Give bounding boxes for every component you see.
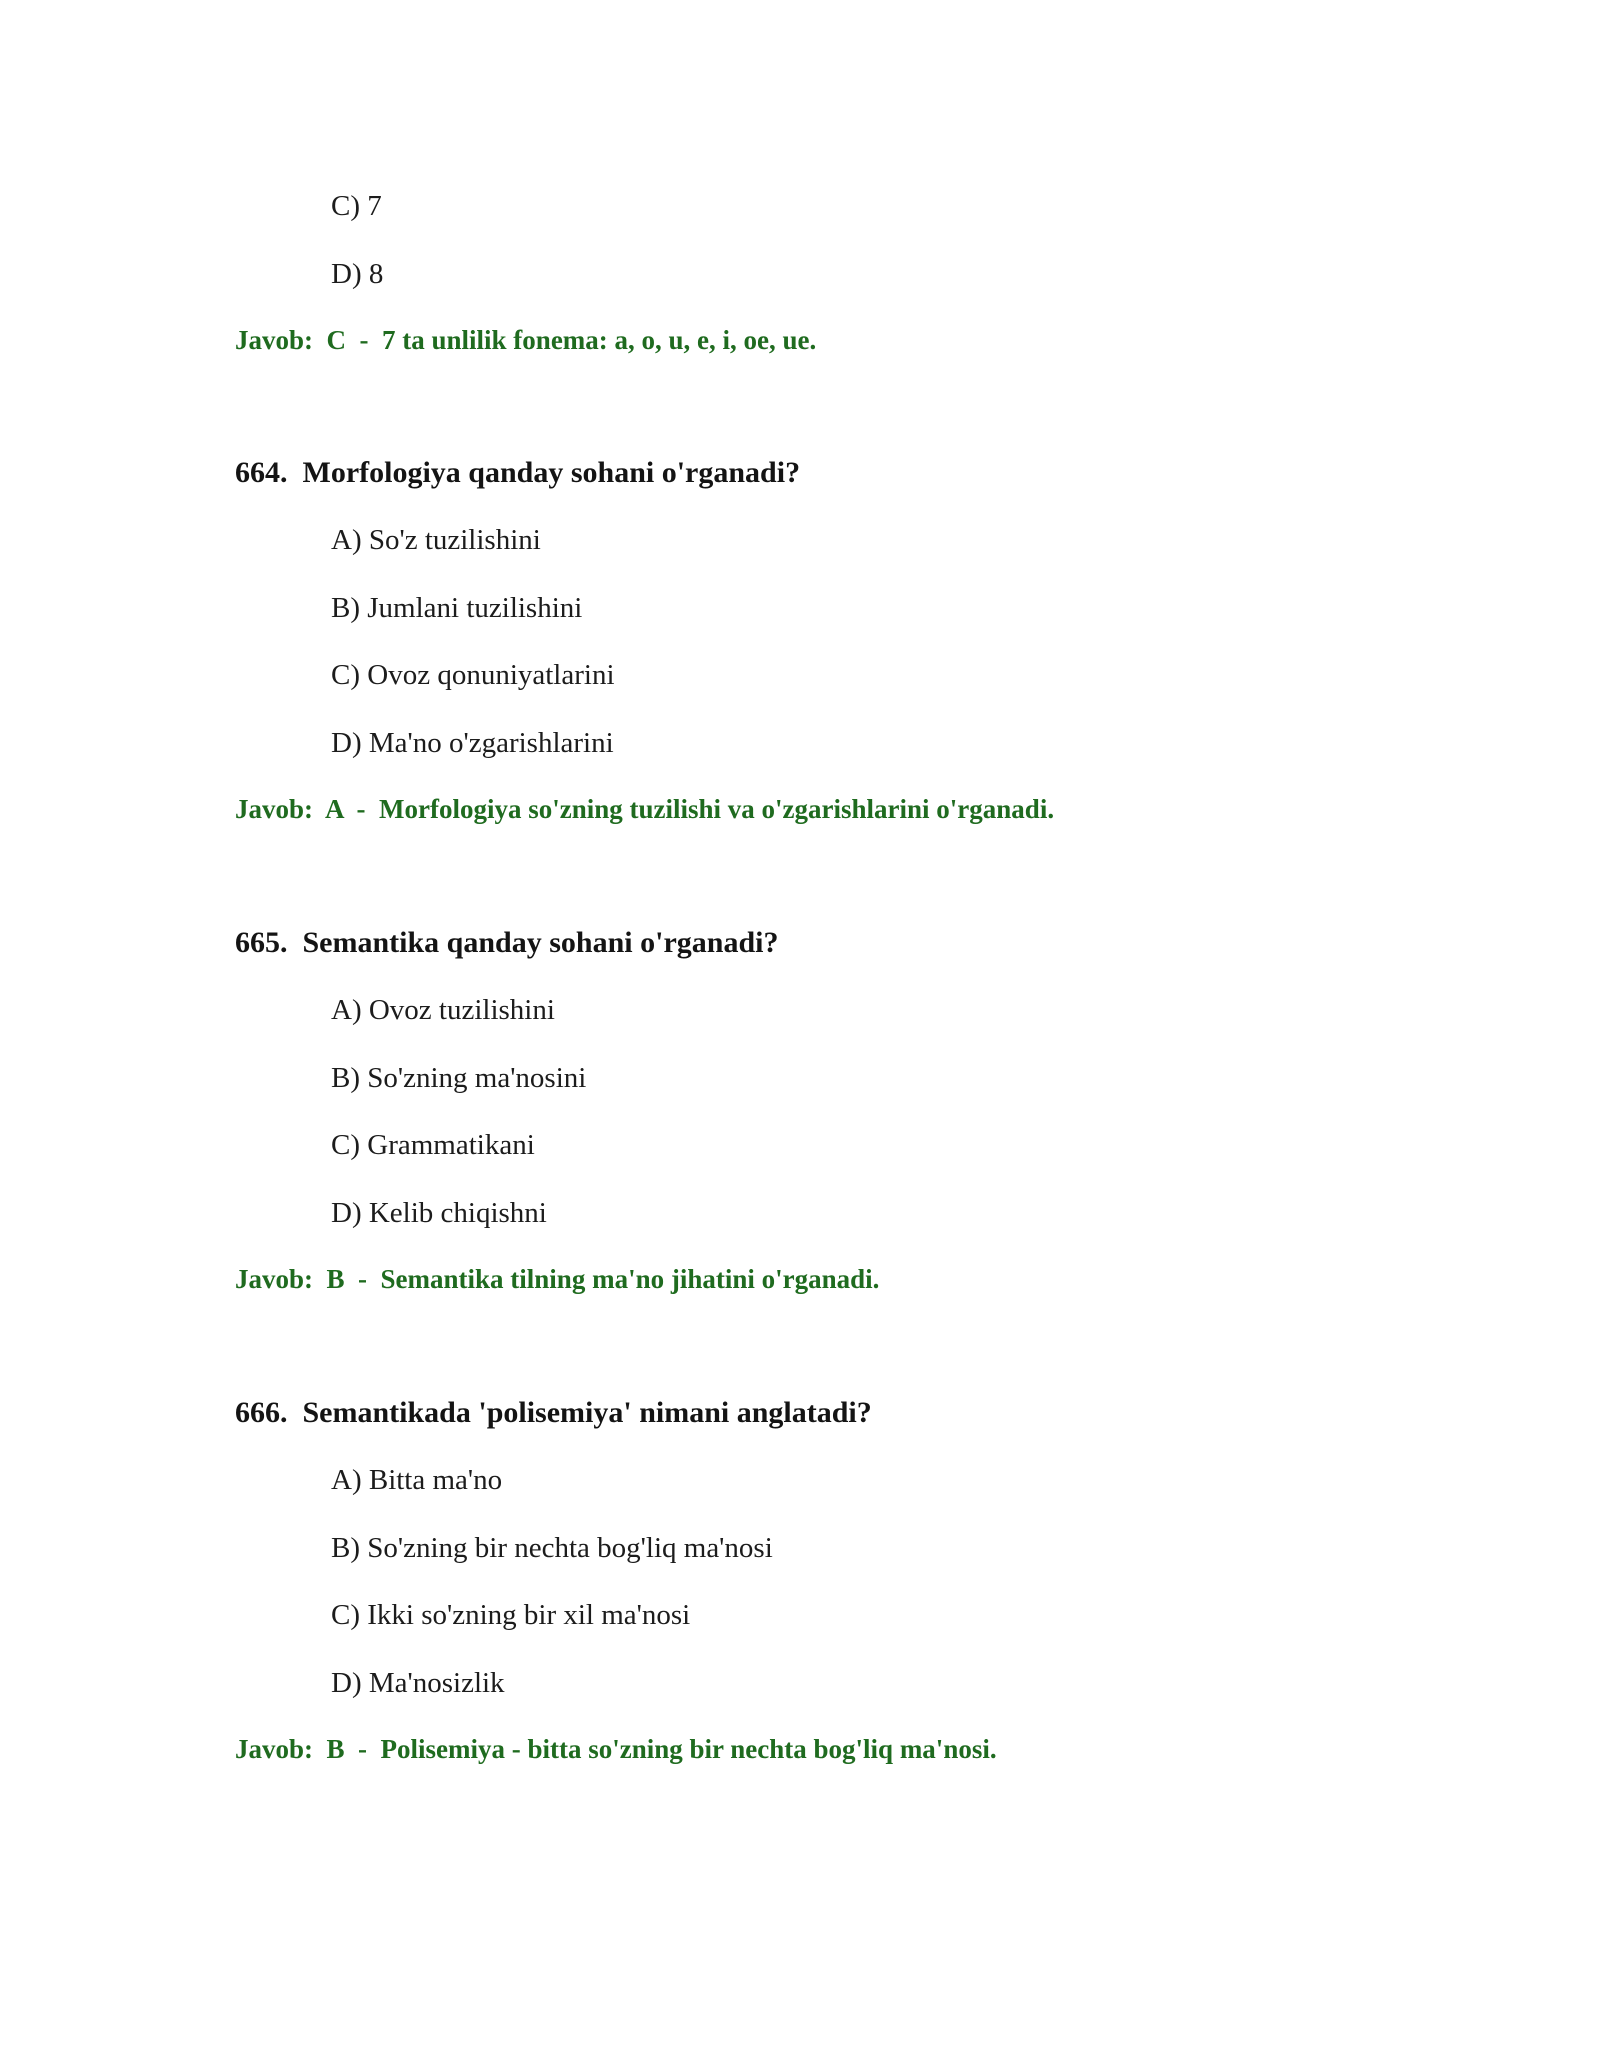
- answer-prefix: Javob:: [235, 794, 314, 824]
- option-d: D) Ma'nosizlik: [331, 1667, 505, 1699]
- option-b: B) Jumlani tuzilishini: [331, 592, 583, 624]
- answer-line: [235, 1736, 997, 1763]
- answer-letter: B: [326, 1264, 345, 1294]
- question-number: 665.: [235, 926, 288, 959]
- option-d: D) 8: [331, 258, 384, 290]
- question-text: Semantika qanday sohani o'rganadi?: [302, 926, 779, 959]
- option-c: C) Ikki so'zning bir xil ma'nosi: [331, 1599, 691, 1631]
- answer-letter: B: [326, 1734, 345, 1764]
- question-title: [235, 458, 800, 488]
- answer-explanation: 7 ta unlilik fonema: a, o, u, e, i, oe, ue.: [382, 325, 817, 355]
- answer-letter: A: [325, 794, 344, 824]
- answer-prefix: Javob:: [235, 325, 314, 355]
- answer-dash: -: [358, 1734, 368, 1764]
- question-number: 664.: [235, 456, 288, 489]
- option-a: A) So'z tuzilishini: [331, 524, 541, 556]
- option-d: D) Ma'no o'zgarishlarini: [331, 727, 614, 759]
- option-b: B) So'zning ma'nosini: [331, 1062, 587, 1094]
- answer-explanation: Morfologiya so'zning tuzilishi va o'zgarishlarini o'rganadi.: [379, 794, 1055, 824]
- question-number: 666.: [235, 1396, 288, 1429]
- answer-explanation: Polisemiya - bitta so'zning bir nechta bog'liq ma'nosi.: [380, 1734, 997, 1764]
- option-a: A) Bitta ma'no: [331, 1464, 503, 1496]
- option-c: C) Grammatikani: [331, 1129, 535, 1161]
- option-c: C) 7: [331, 190, 382, 222]
- answer-line: [235, 796, 1054, 823]
- answer-prefix: Javob:: [235, 1734, 314, 1764]
- answer-letter: C: [326, 325, 347, 355]
- answer-dash: -: [358, 1264, 368, 1294]
- option-c: C) Ovoz qonuniyatlarini: [331, 659, 615, 691]
- question-title: [235, 1398, 872, 1428]
- option-d: D) Kelib chiqishni: [331, 1197, 547, 1229]
- answer-prefix: Javob:: [235, 1264, 314, 1294]
- option-b: B) So'zning bir nechta bog'liq ma'nosi: [331, 1532, 773, 1564]
- answer-dash: -: [359, 325, 369, 355]
- answer-dash: -: [356, 794, 366, 824]
- answer-explanation: Semantika tilning ma'no jihatini o'rganadi.: [380, 1264, 880, 1294]
- question-text: Morfologiya qanday sohani o'rganadi?: [302, 456, 801, 489]
- question-title: [235, 928, 778, 958]
- answer-line: [235, 1266, 879, 1293]
- answer-line: [235, 327, 816, 354]
- question-text: Semantikada 'polisemiya' nimani anglatadi?: [302, 1396, 872, 1429]
- option-a: A) Ovoz tuzilishini: [331, 994, 555, 1026]
